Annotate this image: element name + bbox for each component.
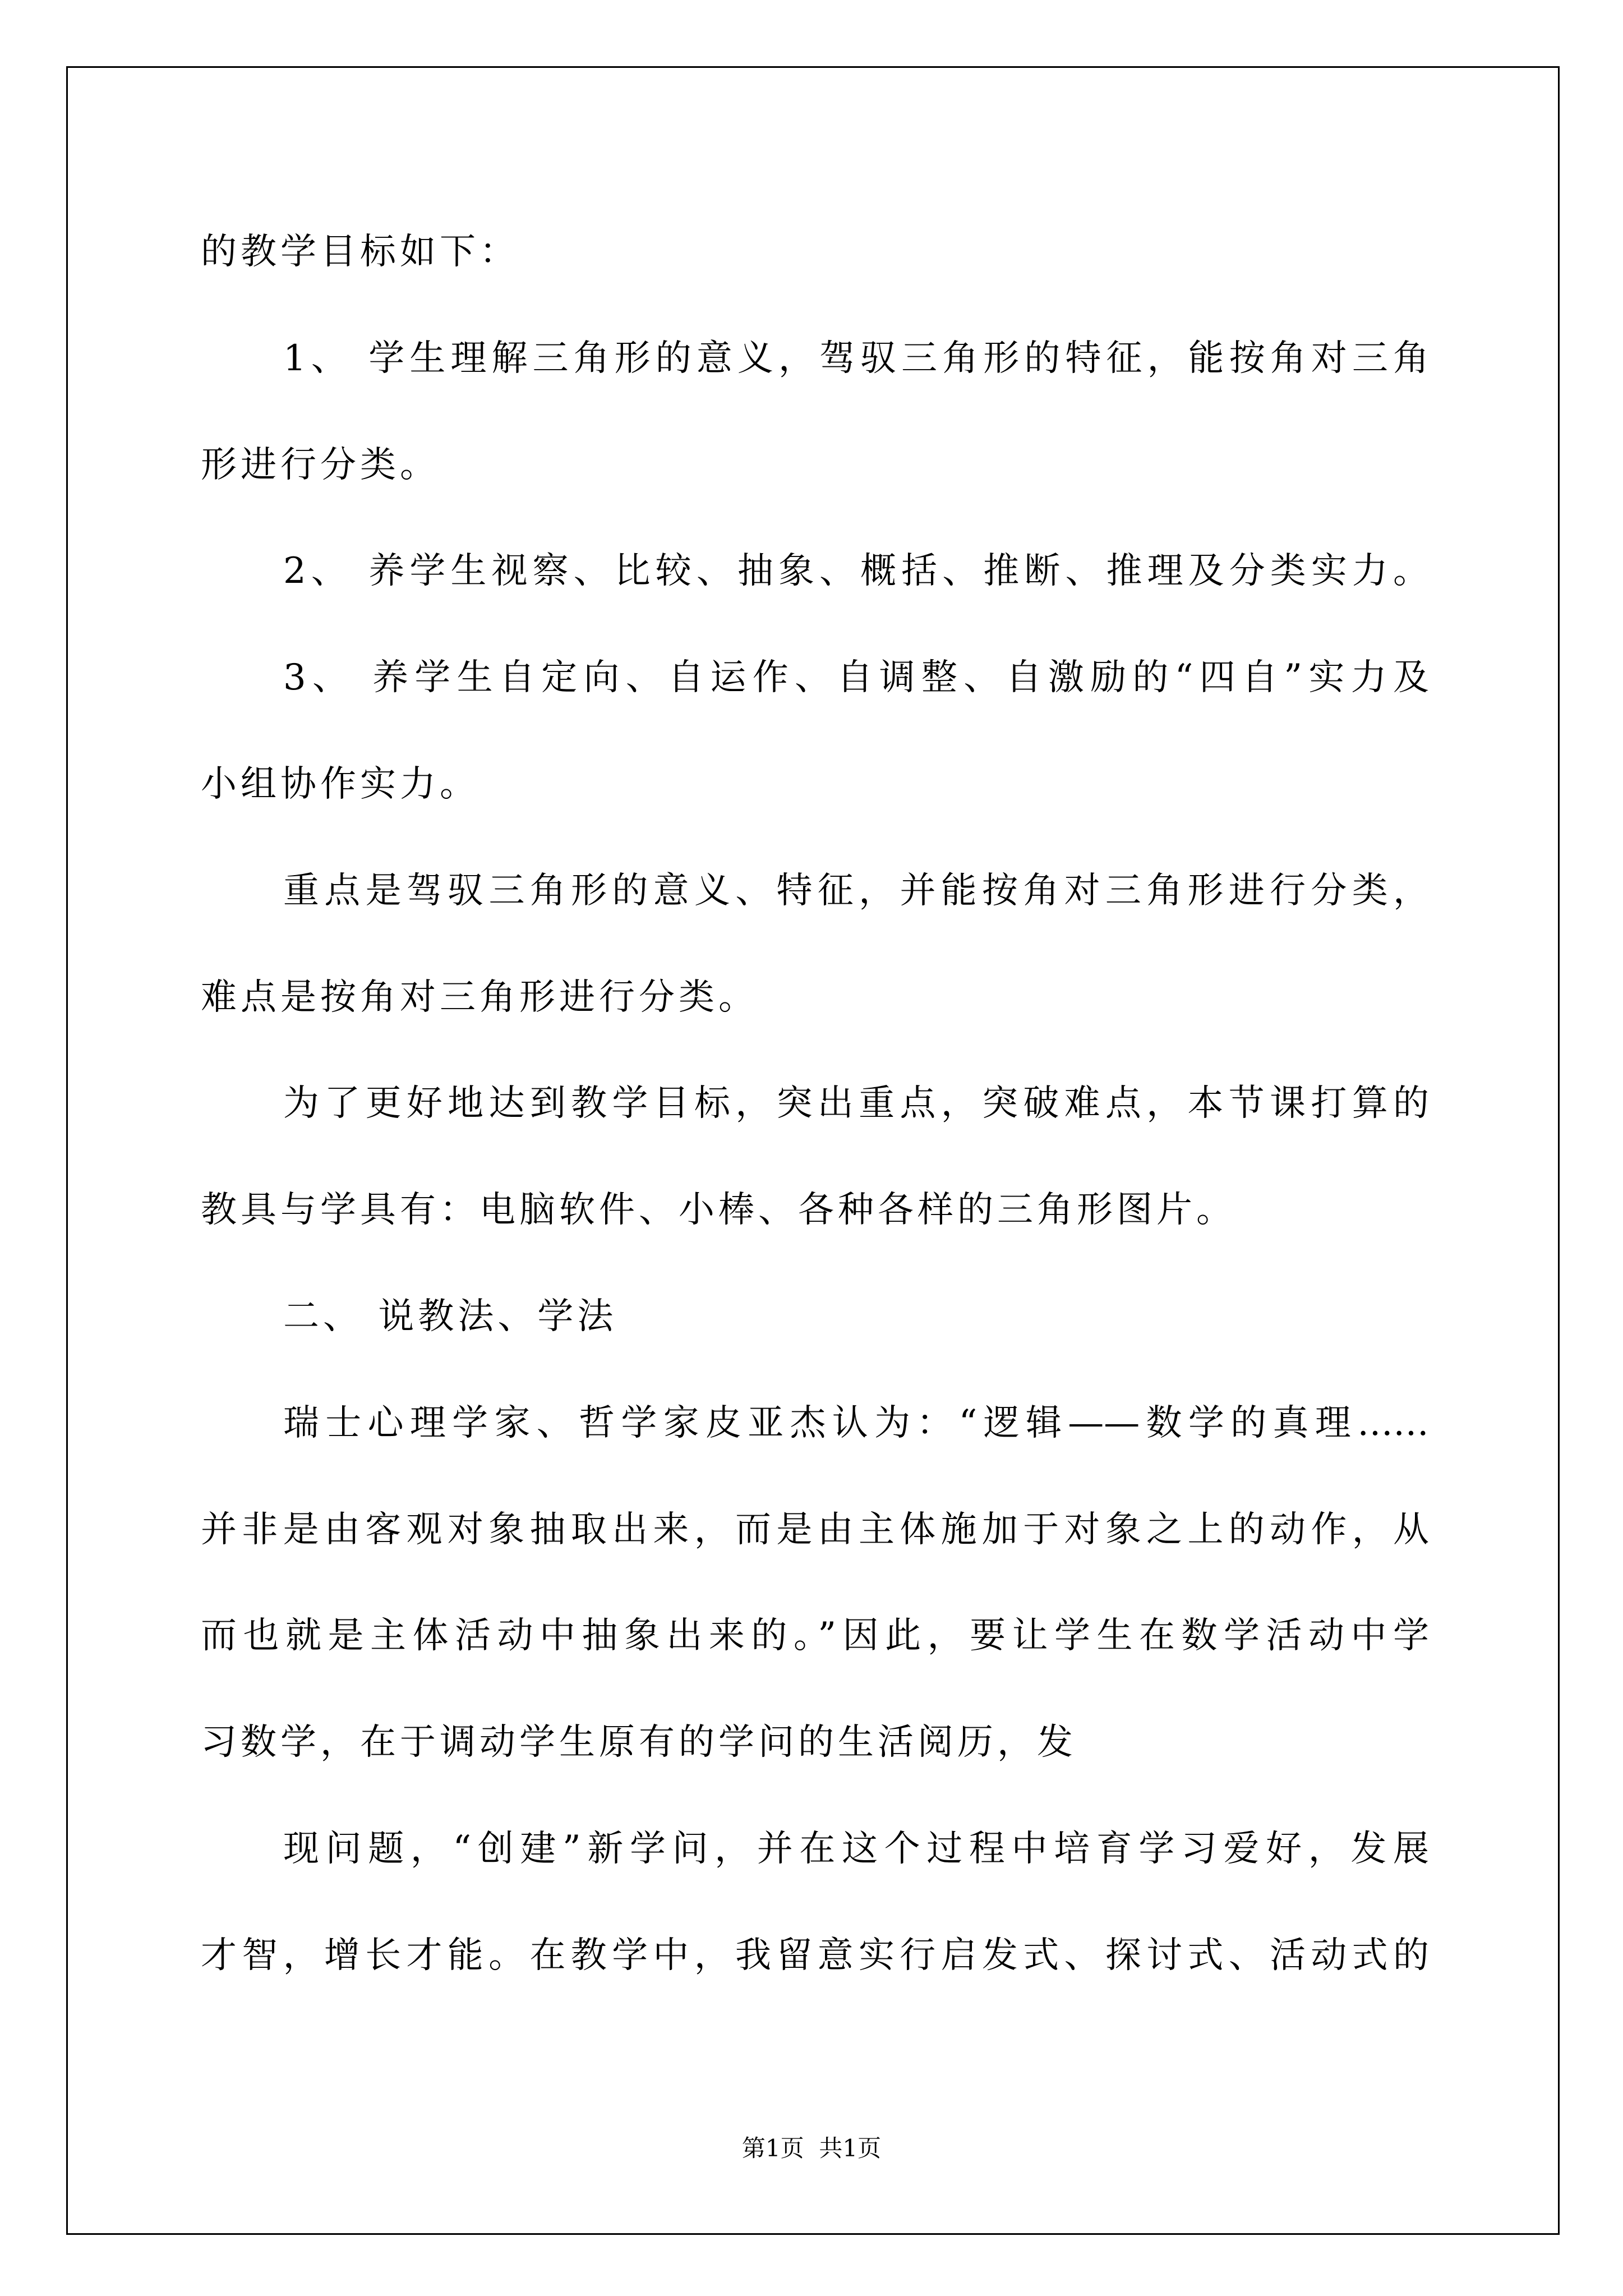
paragraph	[201, 199, 1429, 306]
text-line: 为了更好地达到教学目标，突出重点，突破难点，本节课打算的	[283, 1083, 1429, 1125]
paragraph	[201, 306, 1429, 519]
document-body	[201, 199, 1429, 2009]
section-heading	[201, 1264, 1429, 1370]
paragraph	[201, 518, 1429, 625]
paragraph	[201, 1051, 1429, 1264]
text-line: 习数学，在于调动学生原有的学问的生活阅历，发	[201, 1722, 1077, 1764]
text-line: 小组协作实力。	[201, 763, 479, 805]
text-line: 2、 养学生视察、比较、抽象、概括、推断、推理及分类实力。	[283, 550, 1429, 592]
text-line: 1、 学生理解三角形的意义，驾驭三角形的特征，能按角对三角	[283, 337, 1429, 379]
text-line: 形进行分类。	[201, 444, 440, 486]
text-line: 瑞士心理学家、哲学家皮亚杰认为：“逻辑——数学的真理……	[283, 1402, 1429, 1444]
text-line: 并非是由客观对象抽取出来，而是由主体施加于对象之上的动作，从	[201, 1508, 1429, 1550]
text-line: 难点是按角对三角形进行分类。	[201, 976, 758, 1018]
text-line: 才智，增长才能。在教学中，我留意实行启发式、探讨式、活动式的	[201, 1934, 1429, 1976]
text-line: 而也就是主体活动中抽象出来的。”因此，要让学生在数学活动中学	[201, 1615, 1429, 1657]
paragraph	[201, 1370, 1429, 1796]
text-line: 3、 养学生自定向、自运作、自调整、自激励的“四自”实力及	[283, 657, 1429, 699]
page-number-footer: 第1页 共1页	[741, 2134, 882, 2162]
text-line: 现问题，“创建”新学问，并在这个过程中培育学习爱好，发展	[283, 1828, 1429, 1870]
paragraph	[201, 1796, 1429, 2009]
paragraph	[201, 838, 1429, 1051]
text-line: 教具与学具有：电脑软件、小棒、各种各样的三角形图片。	[201, 1189, 1236, 1231]
text-line: 重点是驾驭三角形的意义、特征，并能按角对三角形进行分类，	[283, 869, 1429, 912]
text-line: 的教学目标如下：	[201, 231, 519, 273]
text-line: 二、 说教法、学法	[283, 1295, 617, 1337]
paragraph	[201, 625, 1429, 838]
